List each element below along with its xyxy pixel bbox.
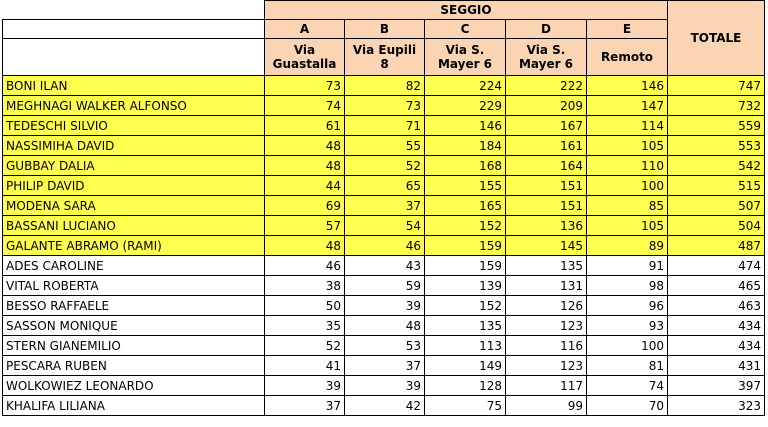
votes-total: 463 <box>668 296 765 316</box>
candidate-name: MODENA SARA <box>3 196 265 216</box>
votes-seggio-a: 44 <box>265 176 345 196</box>
votes-seggio-d: 123 <box>506 316 587 336</box>
votes-seggio-e: 100 <box>587 336 668 356</box>
votes-seggio-a: 48 <box>265 236 345 256</box>
votes-seggio-e: 81 <box>587 356 668 376</box>
table-row <box>3 156 765 176</box>
votes-seggio-b: 43 <box>345 256 425 276</box>
votes-seggio-b: 53 <box>345 336 425 356</box>
votes-seggio-a: 46 <box>265 256 345 276</box>
candidate-name: GUBBAY DALIA <box>3 156 265 176</box>
votes-seggio-d: 167 <box>506 116 587 136</box>
column-location-c: Via S. Mayer 6 <box>425 39 506 76</box>
votes-total: 515 <box>668 176 765 196</box>
votes-seggio-b: 55 <box>345 136 425 156</box>
votes-seggio-e: 74 <box>587 376 668 396</box>
table-row <box>3 136 765 156</box>
totale-header: TOTALE <box>668 1 765 76</box>
header-blank-cell <box>3 1 265 20</box>
votes-seggio-c: 184 <box>425 136 506 156</box>
votes-seggio-a: 38 <box>265 276 345 296</box>
votes-seggio-b: 46 <box>345 236 425 256</box>
votes-seggio-e: 110 <box>587 156 668 176</box>
candidate-name: PHILIP DAVID <box>3 176 265 196</box>
candidate-name: NASSIMIHA DAVID <box>3 136 265 156</box>
votes-seggio-b: 39 <box>345 296 425 316</box>
votes-seggio-c: 152 <box>425 216 506 236</box>
candidate-name: KHALIFA LILIANA <box>3 396 265 416</box>
votes-seggio-a: 73 <box>265 76 345 96</box>
votes-seggio-c: 139 <box>425 276 506 296</box>
votes-seggio-c: 146 <box>425 116 506 136</box>
table-row <box>3 196 765 216</box>
table-row <box>3 216 765 236</box>
votes-total: 504 <box>668 216 765 236</box>
column-location-b: Via Eupili 8 <box>345 39 425 76</box>
votes-seggio-b: 65 <box>345 176 425 196</box>
table-row <box>3 376 765 396</box>
votes-seggio-d: 151 <box>506 196 587 216</box>
votes-seggio-a: 37 <box>265 396 345 416</box>
votes-seggio-d: 209 <box>506 96 587 116</box>
votes-total: 507 <box>668 196 765 216</box>
table-row <box>3 356 765 376</box>
column-letter-a: A <box>265 20 345 39</box>
votes-seggio-e: 147 <box>587 96 668 116</box>
votes-seggio-b: 39 <box>345 376 425 396</box>
votes-seggio-c: 155 <box>425 176 506 196</box>
votes-total: 487 <box>668 236 765 256</box>
column-letter-e: E <box>587 20 668 39</box>
votes-seggio-b: 82 <box>345 76 425 96</box>
votes-seggio-b: 71 <box>345 116 425 136</box>
votes-seggio-e: 93 <box>587 316 668 336</box>
votes-seggio-d: 151 <box>506 176 587 196</box>
header-row-letters <box>3 20 765 39</box>
votes-seggio-c: 168 <box>425 156 506 176</box>
votes-seggio-d: 222 <box>506 76 587 96</box>
table-row <box>3 336 765 356</box>
header-row-locations <box>3 39 765 76</box>
votes-total: 434 <box>668 316 765 336</box>
votes-seggio-a: 50 <box>265 296 345 316</box>
candidate-name: ADES CAROLINE <box>3 256 265 276</box>
column-letter-b: B <box>345 20 425 39</box>
votes-seggio-e: 70 <box>587 396 668 416</box>
candidate-name: STERN GIANEMILIO <box>3 336 265 356</box>
column-letter-c: C <box>425 20 506 39</box>
votes-seggio-e: 96 <box>587 296 668 316</box>
votes-seggio-c: 165 <box>425 196 506 216</box>
votes-seggio-a: 52 <box>265 336 345 356</box>
candidate-name: SASSON MONIQUE <box>3 316 265 336</box>
votes-seggio-d: 136 <box>506 216 587 236</box>
votes-seggio-d: 126 <box>506 296 587 316</box>
table-row <box>3 316 765 336</box>
candidate-name: MEGHNAGI WALKER ALFONSO <box>3 96 265 116</box>
votes-total: 397 <box>668 376 765 396</box>
header-row-seggio <box>3 1 765 20</box>
candidate-name: GALANTE ABRAMO (RAMI) <box>3 236 265 256</box>
votes-seggio-a: 39 <box>265 376 345 396</box>
candidate-name: BONI ILAN <box>3 76 265 96</box>
header-blank-cell <box>3 39 265 76</box>
votes-seggio-b: 42 <box>345 396 425 416</box>
votes-seggio-a: 41 <box>265 356 345 376</box>
votes-seggio-a: 69 <box>265 196 345 216</box>
table-row <box>3 76 765 96</box>
votes-seggio-d: 117 <box>506 376 587 396</box>
votes-seggio-a: 61 <box>265 116 345 136</box>
votes-seggio-a: 35 <box>265 316 345 336</box>
candidate-name: BESSO RAFFAELE <box>3 296 265 316</box>
votes-seggio-e: 85 <box>587 196 668 216</box>
votes-seggio-c: 224 <box>425 76 506 96</box>
table-row <box>3 96 765 116</box>
votes-seggio-e: 89 <box>587 236 668 256</box>
votes-total: 732 <box>668 96 765 116</box>
votes-seggio-e: 105 <box>587 136 668 156</box>
votes-total: 431 <box>668 356 765 376</box>
votes-total: 474 <box>668 256 765 276</box>
table-row <box>3 116 765 136</box>
table-row <box>3 396 765 416</box>
votes-seggio-c: 113 <box>425 336 506 356</box>
table-row <box>3 176 765 196</box>
candidate-name: WOLKOWIEZ LEONARDO <box>3 376 265 396</box>
votes-seggio-a: 48 <box>265 156 345 176</box>
votes-total: 465 <box>668 276 765 296</box>
column-location-d: Via S. Mayer 6 <box>506 39 587 76</box>
votes-seggio-d: 131 <box>506 276 587 296</box>
votes-seggio-e: 146 <box>587 76 668 96</box>
table-row <box>3 296 765 316</box>
votes-seggio-c: 149 <box>425 356 506 376</box>
votes-total: 559 <box>668 116 765 136</box>
votes-seggio-b: 54 <box>345 216 425 236</box>
votes-seggio-b: 52 <box>345 156 425 176</box>
candidate-name: BASSANI LUCIANO <box>3 216 265 236</box>
votes-total: 323 <box>668 396 765 416</box>
results-table <box>2 0 765 416</box>
candidate-name: TEDESCHI SILVIO <box>3 116 265 136</box>
votes-seggio-d: 145 <box>506 236 587 256</box>
votes-seggio-b: 73 <box>345 96 425 116</box>
votes-seggio-e: 105 <box>587 216 668 236</box>
votes-total: 553 <box>668 136 765 156</box>
votes-seggio-e: 114 <box>587 116 668 136</box>
votes-total: 747 <box>668 76 765 96</box>
votes-seggio-c: 229 <box>425 96 506 116</box>
votes-seggio-a: 74 <box>265 96 345 116</box>
votes-seggio-c: 135 <box>425 316 506 336</box>
votes-seggio-b: 48 <box>345 316 425 336</box>
votes-seggio-d: 116 <box>506 336 587 356</box>
votes-seggio-b: 37 <box>345 356 425 376</box>
votes-seggio-b: 37 <box>345 196 425 216</box>
votes-seggio-c: 159 <box>425 256 506 276</box>
votes-seggio-d: 123 <box>506 356 587 376</box>
candidate-name: PESCARA RUBEN <box>3 356 265 376</box>
votes-seggio-c: 128 <box>425 376 506 396</box>
votes-seggio-d: 99 <box>506 396 587 416</box>
candidate-name: VITAL ROBERTA <box>3 276 265 296</box>
header-blank-cell <box>3 20 265 39</box>
votes-seggio-a: 48 <box>265 136 345 156</box>
votes-seggio-b: 59 <box>345 276 425 296</box>
votes-seggio-e: 98 <box>587 276 668 296</box>
votes-seggio-e: 100 <box>587 176 668 196</box>
column-location-a: Via Guastalla <box>265 39 345 76</box>
votes-seggio-d: 161 <box>506 136 587 156</box>
votes-seggio-a: 57 <box>265 216 345 236</box>
votes-seggio-c: 152 <box>425 296 506 316</box>
votes-seggio-c: 159 <box>425 236 506 256</box>
seggio-header: SEGGIO <box>265 1 668 20</box>
column-letter-d: D <box>506 20 587 39</box>
votes-seggio-c: 75 <box>425 396 506 416</box>
table-row <box>3 276 765 296</box>
table-row <box>3 236 765 256</box>
votes-total: 542 <box>668 156 765 176</box>
votes-seggio-e: 91 <box>587 256 668 276</box>
votes-seggio-d: 164 <box>506 156 587 176</box>
votes-seggio-d: 135 <box>506 256 587 276</box>
votes-total: 434 <box>668 336 765 356</box>
table-row <box>3 256 765 276</box>
column-location-e: Remoto <box>587 39 668 76</box>
